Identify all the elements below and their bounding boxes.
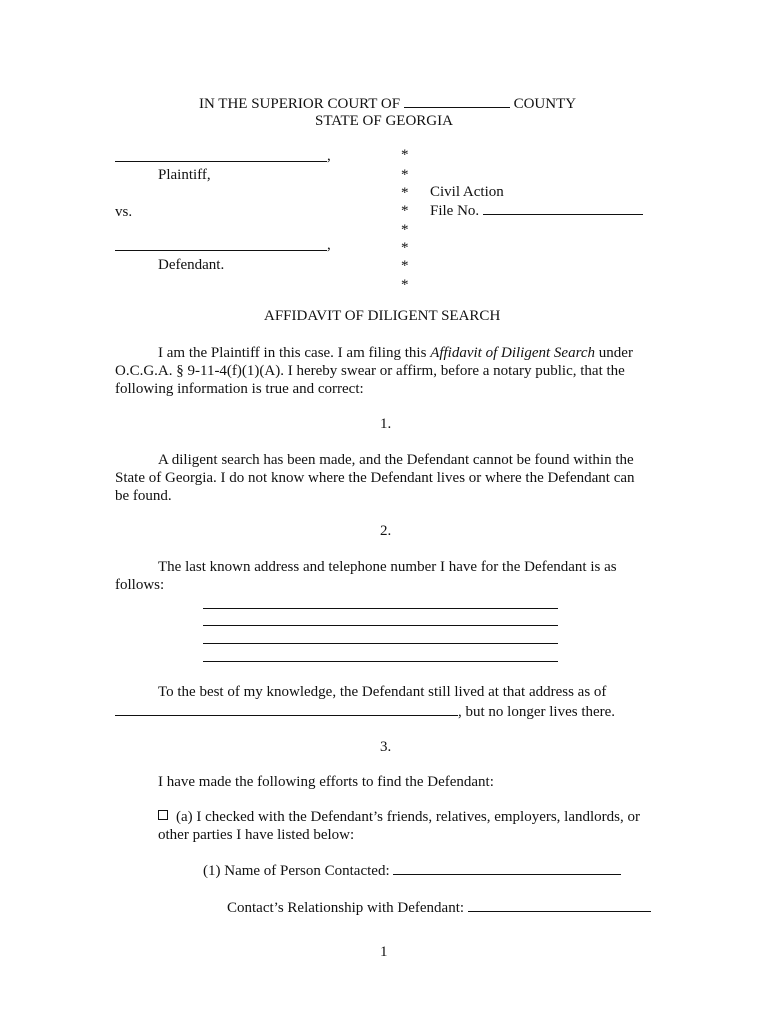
section-2-number: 2. [380, 523, 392, 539]
caption-star: * [401, 222, 409, 238]
address-line[interactable] [203, 625, 558, 626]
plaintiff-label: Plaintiff, [158, 167, 211, 183]
defendant-comma: , [327, 237, 331, 253]
address-line[interactable] [203, 661, 558, 662]
caption-star: * [401, 147, 409, 163]
court-prefix: IN THE SUPERIOR COURT OF [199, 96, 401, 112]
vs-label: vs. [115, 204, 133, 220]
affidavit-title: AFFIDAVIT OF DILIGENT SEARCH [264, 308, 501, 324]
defendant-label: Defendant. [158, 257, 225, 273]
relationship-row [227, 898, 651, 917]
file-no-label: File No. [430, 203, 480, 219]
file-no-row [430, 201, 643, 220]
option-a-line-2: other parties I have listed below: [158, 827, 355, 843]
page-number: 1 [380, 944, 388, 960]
option-a-checkbox[interactable] [158, 810, 168, 820]
civil-action-label: Civil Action [430, 184, 504, 200]
intro-line-1 [158, 344, 633, 362]
caption-star: * [401, 167, 409, 183]
section-2-line-1: The last known address and telephone number I have for the Defendant is as [158, 559, 617, 575]
address-line[interactable] [203, 608, 558, 609]
caption-star: * [401, 240, 409, 256]
knowledge-line-2 [115, 702, 615, 721]
date-blank[interactable] [115, 702, 458, 716]
intro-line-3: following information is true and correct: [115, 381, 364, 397]
section-1-line-3: be found. [115, 488, 172, 504]
intro-emphasis: Affidavit of Diligent Search [430, 345, 596, 361]
person-contacted-row [203, 861, 621, 880]
caption-star: * [401, 258, 409, 274]
court-heading [199, 94, 576, 113]
plaintiff-name-line[interactable] [115, 161, 327, 162]
address-line[interactable] [203, 643, 558, 644]
section-3-number: 3. [380, 739, 392, 755]
state-heading: STATE OF GEORGIA [315, 113, 453, 129]
court-suffix: COUNTY [513, 96, 577, 112]
person-contacted-label: (1) Name of Person Contacted: [203, 863, 390, 879]
file-no-blank[interactable] [483, 201, 643, 215]
plaintiff-comma: , [327, 148, 331, 164]
caption-star: * [401, 277, 409, 293]
option-a-text: (a) I checked with the Defendant’s friends, relatives, employers, landlords, or [176, 809, 641, 825]
section-2-line-2: follows: [115, 577, 165, 593]
section-1-line-2: State of Georgia. I do not know where the Defendant lives or where the Defendant can [115, 470, 635, 486]
county-blank[interactable] [404, 94, 510, 108]
intro-text: under [595, 345, 633, 361]
relationship-label: Contact’s Relationship with Defendant: [227, 900, 465, 916]
section-1-line-1: A diligent search has been made, and the Defendant cannot be found within the [158, 452, 634, 468]
section-1-number: 1. [380, 416, 392, 432]
relationship-blank[interactable] [468, 898, 651, 912]
intro-line-2: O.C.G.A. § 9-11-4(f)(1)(A). I hereby swear or affirm, before a notary public, that the [115, 363, 625, 379]
caption-star: * [401, 203, 409, 219]
defendant-name-line[interactable] [115, 250, 327, 251]
option-a-line-1 [158, 808, 640, 826]
caption-star: * [401, 185, 409, 201]
intro-text: I am the Plaintiff in this case. I am filing this [158, 345, 431, 361]
knowledge-line-1: To the best of my knowledge, the Defendant still lived at that address as of [158, 684, 607, 700]
knowledge-suffix: , but no longer lives there. [458, 704, 616, 720]
person-contacted-blank[interactable] [393, 861, 621, 875]
efforts-intro: I have made the following efforts to find the Defendant: [158, 774, 494, 790]
